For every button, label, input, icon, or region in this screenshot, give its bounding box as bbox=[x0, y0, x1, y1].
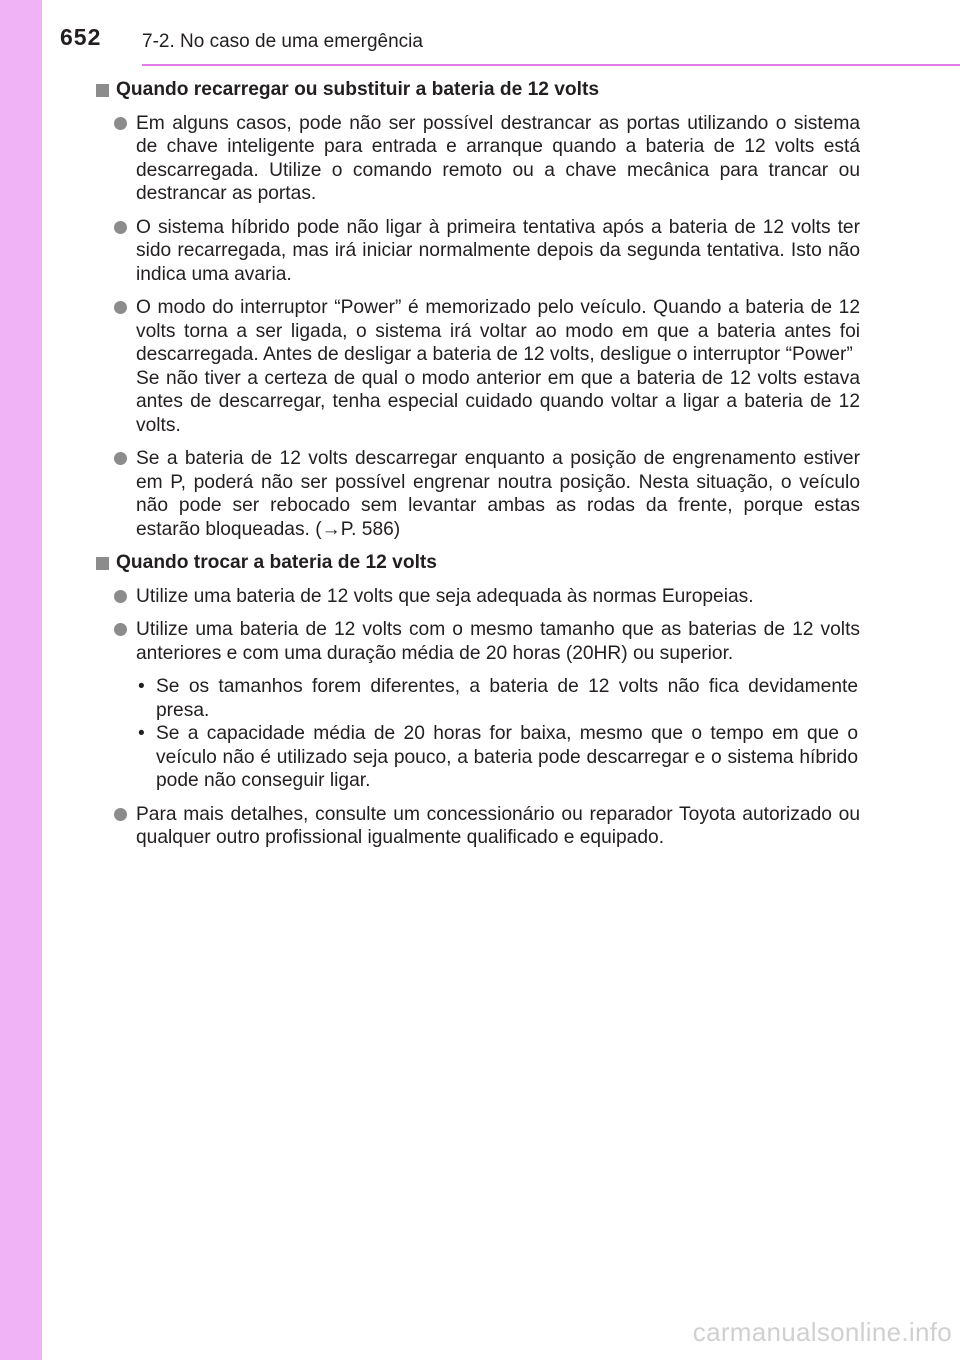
list-item bbox=[92, 447, 860, 541]
item-text: Se a bateria de 12 volts descarregar enquanto a posição de engrenamento estiver em P, poderá não ser possível engrenar noutra posição. Nesta situação, o veículo não pode ser rebocado sem levantar ambas as rodas da frente, porque estas estarão bloqueadas. (→P. 586) bbox=[136, 448, 860, 540]
section-heading: Quando trocar a bateria de 12 volts bbox=[92, 551, 860, 575]
chapter-side-tab bbox=[0, 0, 42, 1360]
round-bullet-icon bbox=[114, 301, 127, 314]
sub-list bbox=[136, 675, 860, 793]
section-recharge-battery bbox=[92, 78, 860, 541]
round-bullet-icon bbox=[114, 221, 127, 234]
list-item bbox=[92, 216, 860, 287]
page-number: 652 bbox=[60, 24, 102, 50]
chapter-title: 7-2. No caso de uma emergência bbox=[142, 31, 423, 52]
list-item bbox=[92, 112, 860, 206]
list-item bbox=[92, 803, 860, 850]
section-replace-battery bbox=[92, 551, 860, 850]
sub-list-item: • Se os tamanhos forem diferentes, a bateria de 12 volts não fica devidamente presa. bbox=[138, 676, 858, 721]
header-divider bbox=[142, 64, 960, 66]
dot-bullet-icon: • bbox=[138, 676, 145, 697]
round-bullet-icon bbox=[114, 452, 127, 465]
round-bullet-icon bbox=[114, 117, 127, 130]
item-text: Utilize uma bateria de 12 volts com o mesmo tamanho que as baterias de 12 volts anteriores e com uma duração média de 20 horas (20HR) ou superior. bbox=[136, 619, 860, 664]
list-item bbox=[92, 618, 860, 793]
dot-bullet-icon: • bbox=[138, 723, 145, 744]
square-bullet-icon bbox=[96, 84, 109, 97]
round-bullet-icon bbox=[114, 623, 127, 636]
page-content bbox=[92, 78, 860, 860]
item-text: Utilize uma bateria de 12 volts que seja adequada às normas Europeias. bbox=[136, 585, 754, 607]
round-bullet-icon bbox=[114, 808, 127, 821]
list-item bbox=[92, 296, 860, 437]
item-text: Em alguns casos, pode não ser possível destrancar as portas utilizando o sistema de chave inteligente para entrada e arranque quando a bateria de 12 volts está descarregada. Utilize o comando remoto ou a chave mecânica para trancar ou destrancar as portas. bbox=[136, 112, 860, 204]
watermark: carmanualsonline.info bbox=[692, 1317, 952, 1347]
list-item bbox=[92, 585, 860, 609]
sub-list-item: • Se a capacidade média de 20 horas for baixa, mesmo que o tempo em que o veículo não é utilizado seja pouco, a bateria pode descarregar e o sistema híbrido pode não conseguir ligar. bbox=[138, 723, 858, 791]
section-heading: Quando recarregar ou substituir a bateria de 12 volts bbox=[92, 78, 860, 102]
item-text: Para mais detalhes, consulte um concessionário ou reparador Toyota autorizado ou qualquer outro profissional igualmente qualificado e equipado. bbox=[136, 803, 860, 848]
round-bullet-icon bbox=[114, 590, 127, 603]
square-bullet-icon bbox=[96, 557, 109, 570]
item-text: O sistema híbrido pode não ligar à primeira tentativa após a bateria de 12 volts ter sido recarregada, mas irá iniciar normalmente depois da segunda tentativa. Isto não indica uma avaria. bbox=[136, 216, 860, 285]
item-text: Se não tiver a certeza de qual o modo anterior em que a bateria de 12 volts estava antes de descarregar, tenha especial cuidado quando voltar a ligar a bateria de 12 volts. bbox=[136, 367, 860, 436]
item-text: O modo do interruptor “Power” é memorizado pelo veículo. Quando a bateria de 12 volts torna a ser ligada, o sistema irá voltar ao modo em que a bateria antes foi descarregada. Antes de desligar a bateria de 12 volts, desligue o interruptor “Power” bbox=[136, 297, 860, 365]
